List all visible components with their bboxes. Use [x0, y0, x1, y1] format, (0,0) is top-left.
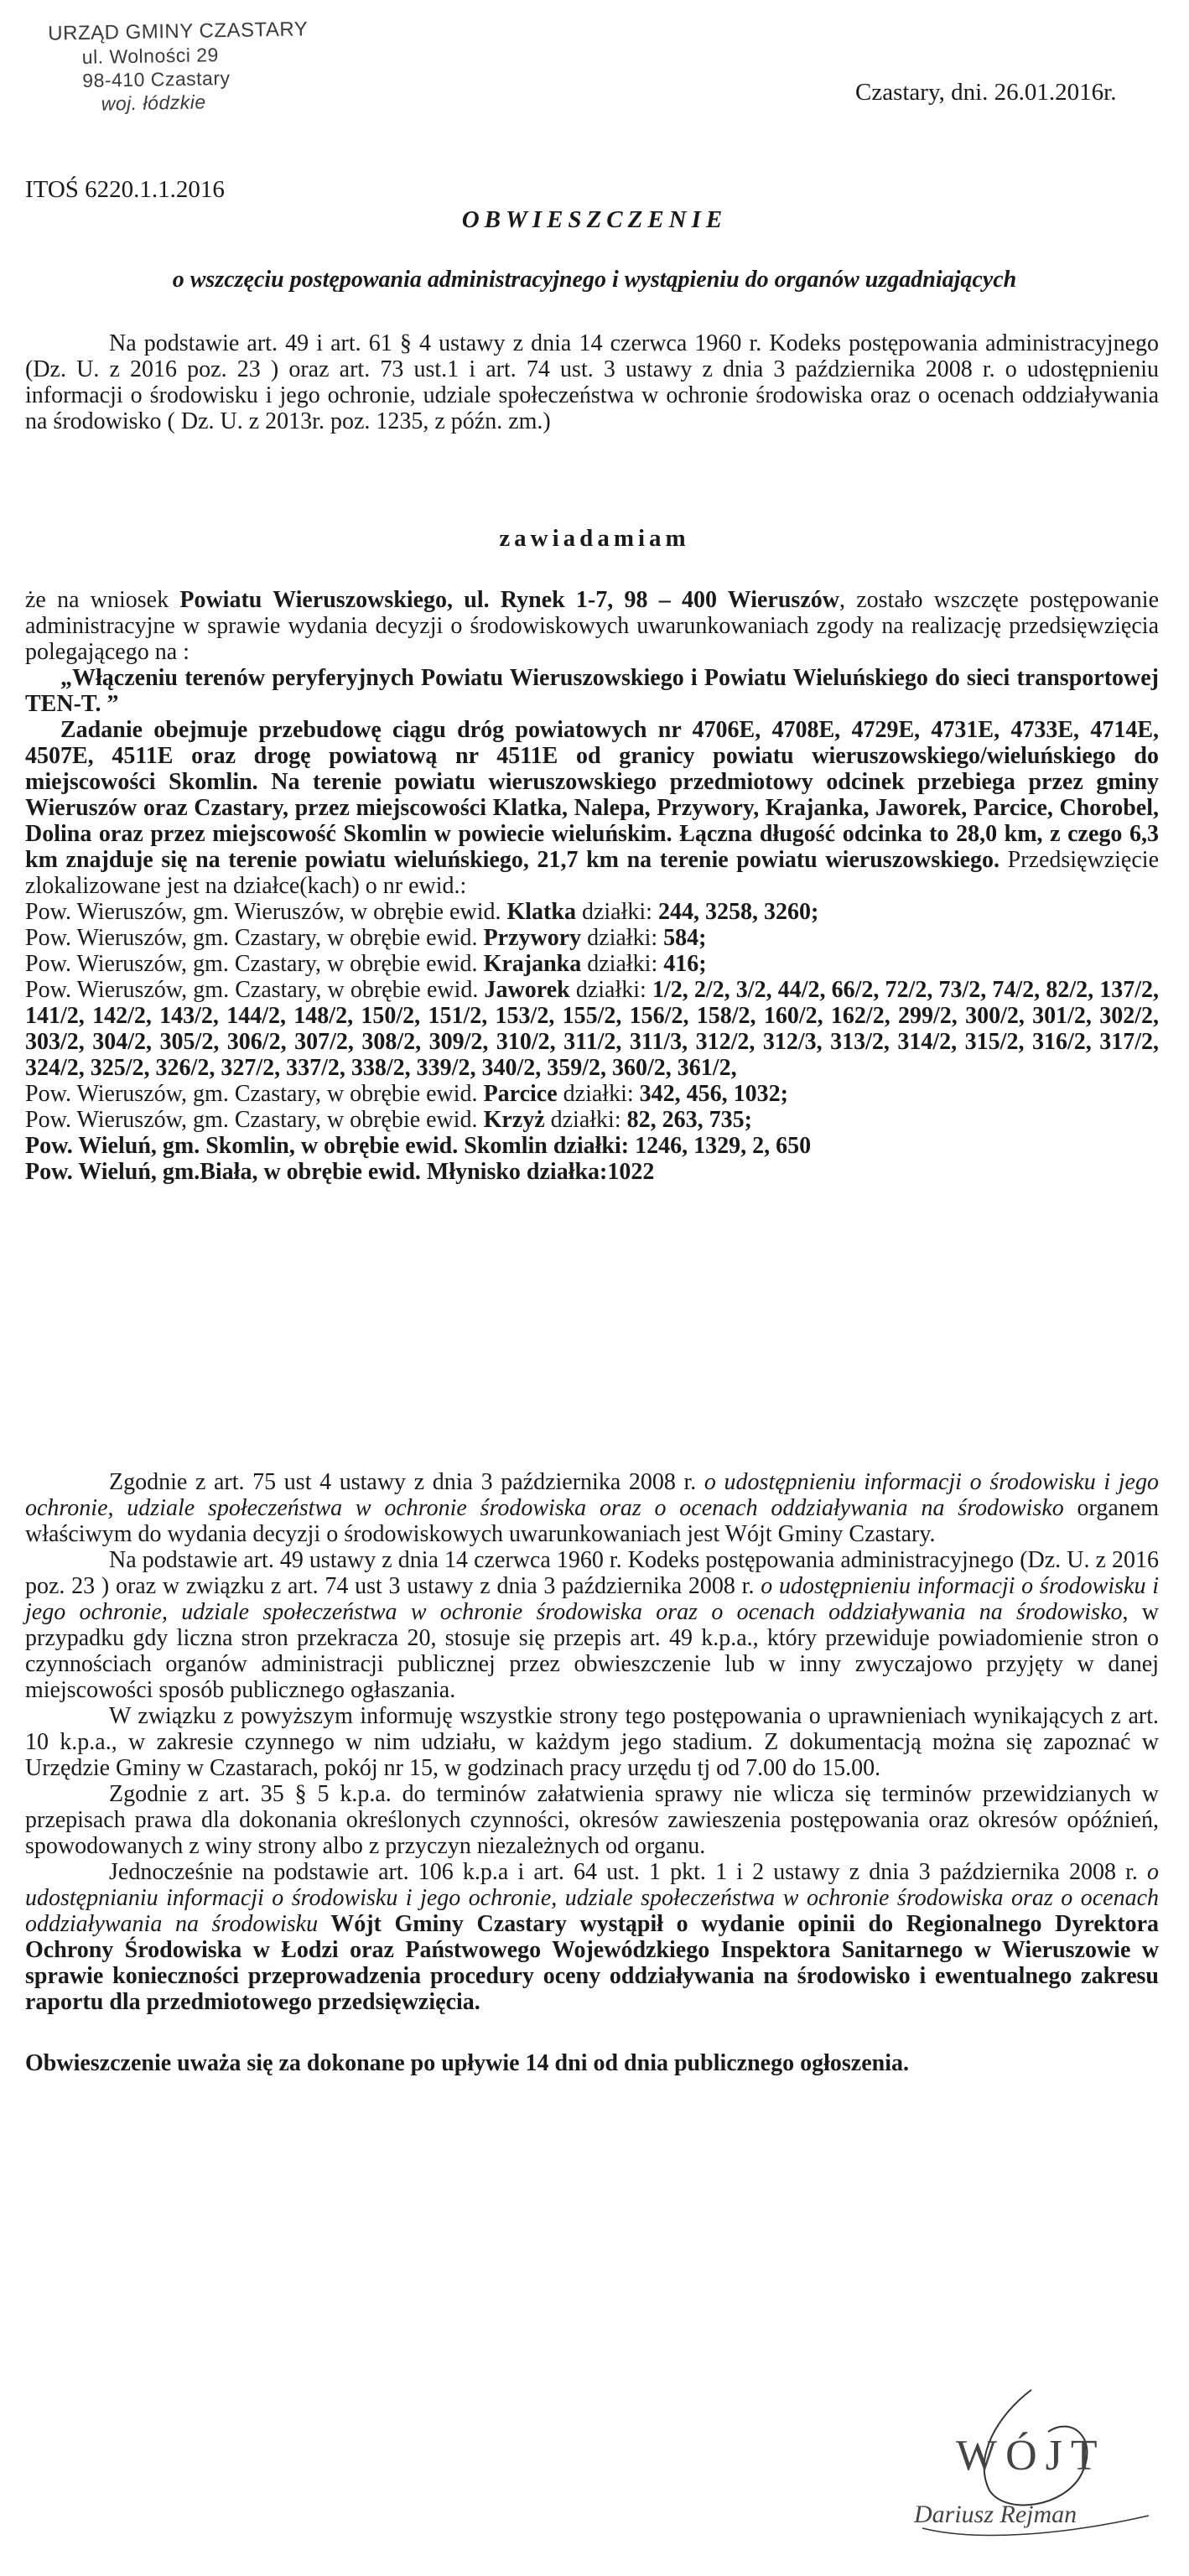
- announce-heading: zawiadamiam: [499, 525, 690, 552]
- task-description: Zadanie obejmuje przebudowę ciągu dróg powiatowych nr 4706E, 4708E, 4729E, 4731E, 4733E, 4714E, 4507E, 4511E oraz drogę powiatową nr 4511E od granicy powiatu wieruszowskiego/wieluńskiego do miejscowości Skomlin. Na terenie powiatu wieruszowskiego przedmiotowy odcinek przebiega przez gminy Wieruszów oraz Czastary, przez miejscowości Klatka, Nalepa, Przywory, Krajanka, Jaworek, Parcice, Chorobel, Dolina oraz przez miejscowość Skomlin w powiecie wieluńskim. Łączna długość odcinka to 28,0 km, z czego 6,3 km znajduje się na terenie powiatu wieluńskiego, 21,7 km na terenie powiatu wieruszowskiego.: [25, 717, 1159, 873]
- parcel-skomlin: Pow. Wieluń, gm. Skomlin, w obrębie ewid. Skomlin działki: 1246, 1329, 2, 650: [25, 1133, 812, 1159]
- parcel-prefix: Pow. Wieruszów, gm. Czastary, w obrębie ewid.: [25, 1081, 484, 1107]
- signature-name: Dariusz Rejman: [914, 2501, 1077, 2528]
- document-title: OBWIESZCZENIE: [461, 206, 728, 233]
- reference-number: ITOŚ 6220.1.1.2016: [25, 176, 225, 203]
- parcel-row: [25, 899, 1159, 925]
- notice-basis-paragraph: [25, 1547, 1159, 1703]
- notice-section: [25, 587, 1159, 1185]
- parcel-list: [25, 899, 1159, 1133]
- parcel-prefix: Pow. Wieruszów, gm. Czastary, w obrębie ewid.: [25, 977, 485, 1003]
- competence-a: Zgodnie z art. 75 ust 4 ustawy z dnia 3 października 2008 r.: [109, 1469, 704, 1495]
- parcel-prefix: Pow. Wieruszów, gm. Czastary, w obrębie ewid.: [25, 951, 484, 977]
- signature-stamp: [872, 2381, 1174, 2549]
- parcel-numbers: 342, 456, 1032;: [639, 1081, 788, 1107]
- parcel-prefix: Pow. Wieruszów, gm. Wieruszów, w obrębie ewid.: [25, 899, 507, 925]
- stamp-office-name: URZĄD GMINY CZASTARY: [48, 18, 309, 45]
- legal-section: [25, 1469, 1159, 2076]
- competence-b: organem właściwym do wydania decyzji o środowiskowych uwarunkowaniach jest Wójt Gminy Czastary.: [25, 1495, 1160, 1547]
- parcel-mid: działki:: [569, 977, 652, 1003]
- parcel-prefix: Pow. Wieruszów, gm. Czastary, w obrębie ewid.: [25, 1107, 484, 1133]
- intro-paragraph: [25, 330, 1159, 434]
- task-end: Przedsięwzięcie zlokalizowane jest na działce(kach) o nr ewid.:: [25, 847, 1159, 899]
- deadline-paragraph: Zgodnie z art. 35 § 5 k.p.a. do terminów załatwienia sprawy nie wlicza się terminów przewidzianych w przepisach prawa dla dokonania określonych czynności, okresów zawieszenia postępowania oraz okresów opóźnień, spowodowanych z winy strony albo z przyczyn niezależnych od organu.: [25, 1781, 1159, 1859]
- notice-basis-a: Na podstawie art. 49 ustawy z dnia 14 czerwca 1960 r. Kodeks postępowania administracyjnego (Dz. U. z 2016 poz. 23 ) oraz w związku z art. 74 ust 3 ustawy z dnia 3 października 2008 r.: [25, 1547, 1159, 1599]
- parcel-row: [25, 1081, 1159, 1107]
- intro-text: Na podstawie art. 49 i art. 61 § 4 ustawy z dnia 14 czerwca 1960 r. Kodeks postępowania administracyjnego (Dz. U. z 2016 poz. 23 ) oraz art. 73 ust.1 i art. 74 ust. 3 ustawy z dnia 3 października 2008 r. o udostępnieniu informacji o środowisku i jego ochronie, udziale społeczeństwa w ochronie środowiska oraz o ocenach oddziaływania na środowisko ( Dz. U. z 2013r. poz. 1235, z późn. zm.): [25, 330, 1159, 434]
- opinion-paragraph: [25, 1859, 1159, 2015]
- parcel-numbers: 584;: [663, 925, 707, 951]
- notice-text-a: że na wniosek: [25, 587, 180, 613]
- parcel-numbers: 82, 263, 735;: [626, 1107, 752, 1133]
- stamp-voivodeship: woj. łódzkie: [101, 91, 206, 115]
- opinion-act: o udostępnianiu informacji o środowisku i jego ochronie, udziale społeczeństwa w ochronie środowiska oraz o ocenach oddziaływania na środowisku: [25, 1859, 1159, 1937]
- parcel-locality: Krajanka: [483, 951, 582, 977]
- notice-basis-b: , w przypadku gdy liczna stron przekracza 20, stosuje się przepis art. 49 k.p.a., który przewiduje powiadomienie stron o czynnościach organów administracji publicznej przez obwieszczenie lub w inny zwyczajowo przyjęty w danej miejscowości sposób publicznego ogłaszania.: [25, 1599, 1159, 1703]
- signature-title: WÓJT: [956, 2432, 1106, 2480]
- parcel-bold-2: [25, 1159, 1159, 1185]
- parcel-locality: Przywory: [483, 925, 582, 951]
- opinion-a: Jednocześnie na podstawie art. 106 k.p.a i art. 64 ust. 1 pkt. 1 i 2 ustawy z dnia 3 października 2008 r.: [109, 1859, 1147, 1885]
- parcel-row: [25, 977, 1159, 1081]
- parcel-mid: działki:: [557, 1081, 640, 1107]
- opinion-b: Wójt Gminy Czastary wystąpił o wydanie opinii do Regionalnego Dyrektora Ochrony Środowiska w Łodzi oraz Państwowego Wojewódzkiego Inspektora Sanitarnego w Wieruszowie w sprawie konieczności przeprowadzenia procedury oceny oddziaływania na środowisko i ewentualnego zakresu raportu dla przedmiotowego przedsięwzięcia.: [25, 1911, 1159, 2015]
- parcel-mid: działki:: [575, 899, 658, 925]
- parcel-row: [25, 951, 1159, 977]
- closing-paragraph: [25, 2050, 1159, 2076]
- office-stamp: [48, 18, 309, 116]
- parcel-numbers: 1/2, 2/2, 3/2, 44/2, 66/2, 72/2, 73/2, 74/2, 82/2, 137/2, 141/2, 142/2, 143/2, 144/2, 148/2, 150/2, 151/2, 153/2, 155/2, 156/2, 158/2, 160/2, 162/2, 299/2, 300/2, 301/2, 302/2, 303/2, 304/2, 305/2, 306/2, 307/2, 308/2, 309/2, 310/2, 311/2, 311/3, 312/2, 312/3, 313/2, 314/2, 315/2, 316/2, 317/2, 324/2, 325/2, 326/2, 327/2, 337/2, 338/2, 339/2, 340/2, 359/2, 360/2, 361/2,: [25, 977, 1160, 1081]
- stamp-postal: 98-410 Czastary: [82, 66, 231, 92]
- applicant: Powiatu Wieruszowskiego, ul. Rynek 1-7, 98 – 400 Wieruszów: [179, 587, 839, 613]
- parcel-mlynisko: Pow. Wieluń, gm.Biała, w obrębie ewid. Młynisko działka:1022: [25, 1159, 655, 1185]
- parcel-locality: Klatka: [506, 899, 576, 925]
- closing-text: Obwieszczenie uważa się za dokonane po upływie 14 dni od dnia publicznego ogłoszenia.: [25, 2050, 909, 2076]
- parcel-mid: działki:: [544, 1107, 627, 1133]
- parcel-numbers: 416;: [663, 951, 707, 977]
- inform-paragraph: W związku z powyższym informuję wszystkie strony tego postępowania o uprawnieniach wynikających z art. 10 k.p.a., w zakresie czynnego w nim udziału, w każdym jego stadium. Z dokumentacją można się zapoznać w Urzędzie Gminy w Czastarach, pokój nr 15, w godzinach pracy urzędu tj od 7.00 do 15.00.: [25, 1703, 1159, 1781]
- project-name: [25, 665, 1159, 717]
- parcel-locality: Parcice: [483, 1081, 558, 1107]
- parcel-mid: działki:: [581, 925, 664, 951]
- parcel-locality: Jaworek: [484, 977, 570, 1003]
- parcel-mid: działki:: [581, 951, 664, 977]
- notice-text-c: , zostało wszczęte postępowanie administracyjne w sprawie wydania decyzji o środowiskowych uwarunkowaniach zgody na realizację przedsięwzięcia polegającego na :: [25, 587, 1160, 665]
- parcel-prefix: Pow. Wieruszów, gm. Czastary, w obrębie ewid.: [25, 925, 484, 951]
- parcel-row: [25, 925, 1159, 951]
- parcel-bold-1: [25, 1133, 1159, 1159]
- document-subtitle: o wszczęciu postępowania administracyjnego i wystąpieniu do organów uzgadniających: [172, 267, 1017, 293]
- parcel-row: [25, 1107, 1159, 1133]
- competence-paragraph: [25, 1469, 1159, 1547]
- competence-act: o udostępnieniu informacji o środowisku i jego ochronie, udziale społeczeństwa w ochronie środowiska oraz o ocenach oddziaływania na środowisko: [25, 1469, 1159, 1521]
- task-paragraph: [25, 717, 1159, 899]
- stamp-street: ul. Wolności 29: [81, 44, 220, 69]
- document-date: Czastary, dni. 26.01.2016r.: [855, 79, 1117, 106]
- notice-paragraph: [25, 587, 1159, 665]
- notice-basis-act: o udostępnieniu informacji o środowisku i jego ochronie, udziale społeczeństwa w ochronie środowiska oraz o ocenach oddziaływania na środowisko: [25, 1573, 1159, 1625]
- parcel-locality: Krzyż: [483, 1107, 545, 1133]
- project-title: „Włączeniu terenów peryferyjnych Powiatu Wieruszowskiego i Powiatu Wieluńskiego do sieci transportowej TEN-T. ”: [25, 665, 1159, 717]
- parcel-numbers: 244, 3258, 3260;: [657, 899, 819, 925]
